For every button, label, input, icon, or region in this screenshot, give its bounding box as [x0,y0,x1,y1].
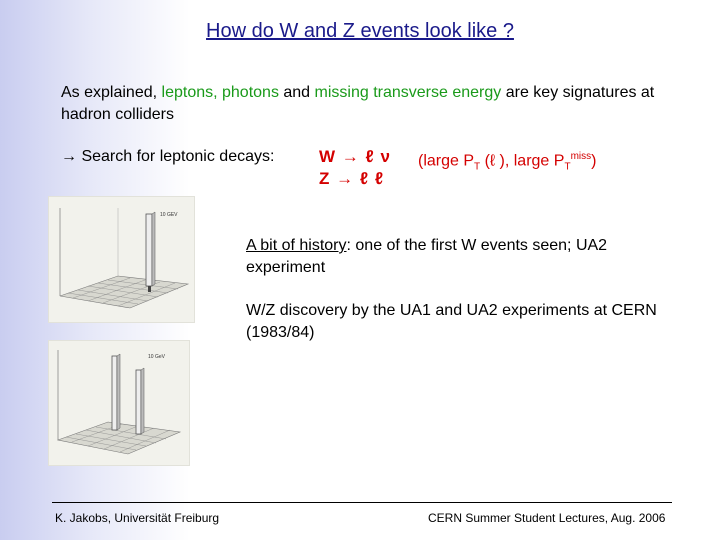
intro-text-2: and [278,84,315,101]
intro-paragraph [61,82,661,126]
w-photo-label: 10 GEV [160,212,178,218]
history-note [246,235,686,279]
intro-text-3: are key signatures at hadron colliders [61,84,655,123]
large-pt-note [418,146,596,179]
slide-title: How do W and Z events look like ? [206,20,514,42]
w-event-lego-plot [48,196,195,323]
z-event-lego-drawing [48,340,190,466]
search-label: → Search for leptonic decays: [61,148,275,165]
footer-author: K. Jakobs, Universität Freiburg [55,511,220,525]
large-pt-sup: miss [570,151,592,162]
w-decay: W → ℓ ν [319,147,391,166]
z-decay: Z → ℓ ℓ [319,169,385,188]
decay-list [319,146,391,190]
large-pt-sub2: T [564,161,571,173]
intro-text-1: As explained, [61,84,162,101]
intro-leptons-photons: leptons, photons [161,84,279,101]
history-rest: : one of the first W events seen; UA2 experiment [246,237,608,276]
discovery-note: W/Z discovery by the UA1 and UA2 experiments at CERN (1983/84) [246,302,657,341]
z-event-lego-plot [48,340,190,466]
w-event-lego-drawing [48,196,195,323]
footer-event: CERN Summer Student Lectures, Aug. 2006 [428,511,666,525]
z-photo-label: 10 GeV [148,354,165,360]
large-pt-mid: (ℓ ), large P [480,152,565,170]
history-underlined: A bit of history [246,237,347,254]
large-pt-sub: T [474,161,481,173]
large-pt-prefix: (large P [418,152,475,170]
large-pt-suffix: ) [591,152,597,170]
intro-missing-et: missing transverse energy [314,84,502,101]
footer-divider [52,502,672,503]
